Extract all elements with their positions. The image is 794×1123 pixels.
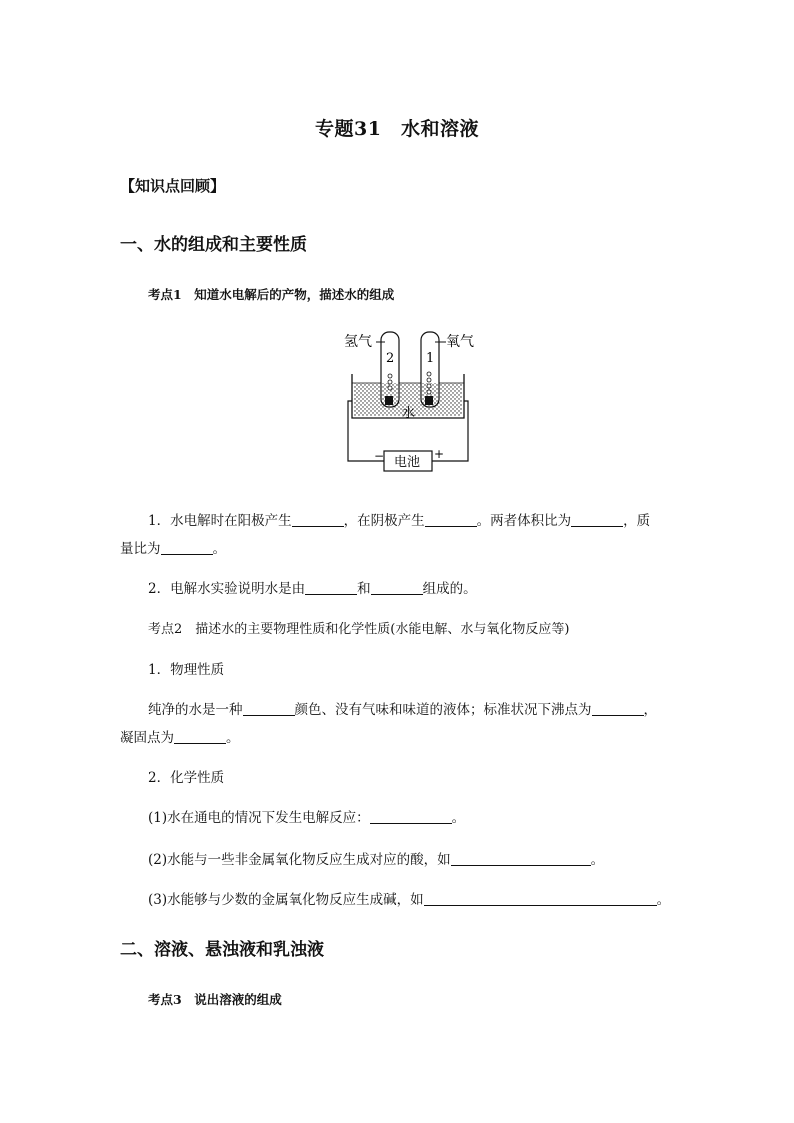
hydrogen-label: 氢气 — [344, 334, 372, 350]
question-1-line2: 量比为 。 — [120, 541, 226, 557]
electrode-right — [425, 396, 433, 405]
blank[interactable] — [424, 891, 657, 906]
blank[interactable] — [371, 580, 423, 595]
blank[interactable] — [370, 809, 452, 824]
kaodian1-heading: 考点1 知道水电解后的产物，描述水的组成 — [148, 287, 395, 302]
chemical-property-2: (2)水能与一些非金属氧化物反应生成对应的酸，如 。 — [148, 852, 605, 868]
blank[interactable] — [243, 701, 295, 716]
electrolysis-diagram — [338, 326, 488, 480]
blank[interactable] — [305, 580, 357, 595]
chemical-property-3: (3)水能够与少数的金属氧化物反应生成碱，如 。 — [148, 892, 671, 908]
question-2: 2．电解水实验说明水是由 和 组成的。 — [148, 581, 477, 597]
blank[interactable] — [451, 851, 591, 866]
plus-sign: + — [434, 447, 445, 461]
oxygen-label: 氧气 — [446, 334, 474, 350]
blank[interactable] — [161, 540, 213, 555]
blank[interactable] — [174, 729, 226, 744]
electrolysis-apparatus-svg — [338, 326, 488, 476]
question-1-line1: 1．水电解时在阳极产生 ，在阴极产生 。两者体积比为 ，质 — [148, 513, 651, 529]
kaodian3-heading: 考点3 说出溶液的组成 — [148, 992, 282, 1007]
physical-properties-title: 1．物理性质 — [148, 662, 225, 678]
blank[interactable] — [571, 512, 623, 527]
battery-label: 电池 — [394, 455, 421, 470]
page-title: 专题31 水和溶液 — [315, 118, 479, 140]
section2-heading: 二、溶液、悬浊液和乳浊液 — [120, 940, 324, 960]
section1-heading: 一、水的组成和主要性质 — [120, 235, 307, 255]
tube-left-number: 2 — [386, 351, 395, 366]
blank[interactable] — [425, 512, 477, 527]
physical-properties-line1: 纯净的水是一种 颜色、没有气味和味道的液体；标准状况下沸点为 ， — [148, 702, 657, 718]
blank[interactable] — [592, 701, 644, 716]
chemical-properties-title: 2．化学性质 — [148, 770, 225, 786]
kaodian2-heading: 考点2 描述水的主要物理性质和化学性质(水能电解、水与氧化物反应等) — [148, 622, 570, 637]
chemical-property-1: (1)水在通电的情况下发生电解反应： 。 — [148, 810, 466, 826]
minus-sign: − — [374, 449, 385, 463]
tube-right-number: 1 — [426, 351, 435, 366]
section-review-heading: 【知识点回顾】 — [120, 177, 226, 195]
water-label: 水 — [402, 406, 416, 421]
blank[interactable] — [292, 512, 344, 527]
physical-properties-line2: 凝固点为 。 — [120, 730, 240, 746]
electrode-left — [385, 396, 393, 405]
